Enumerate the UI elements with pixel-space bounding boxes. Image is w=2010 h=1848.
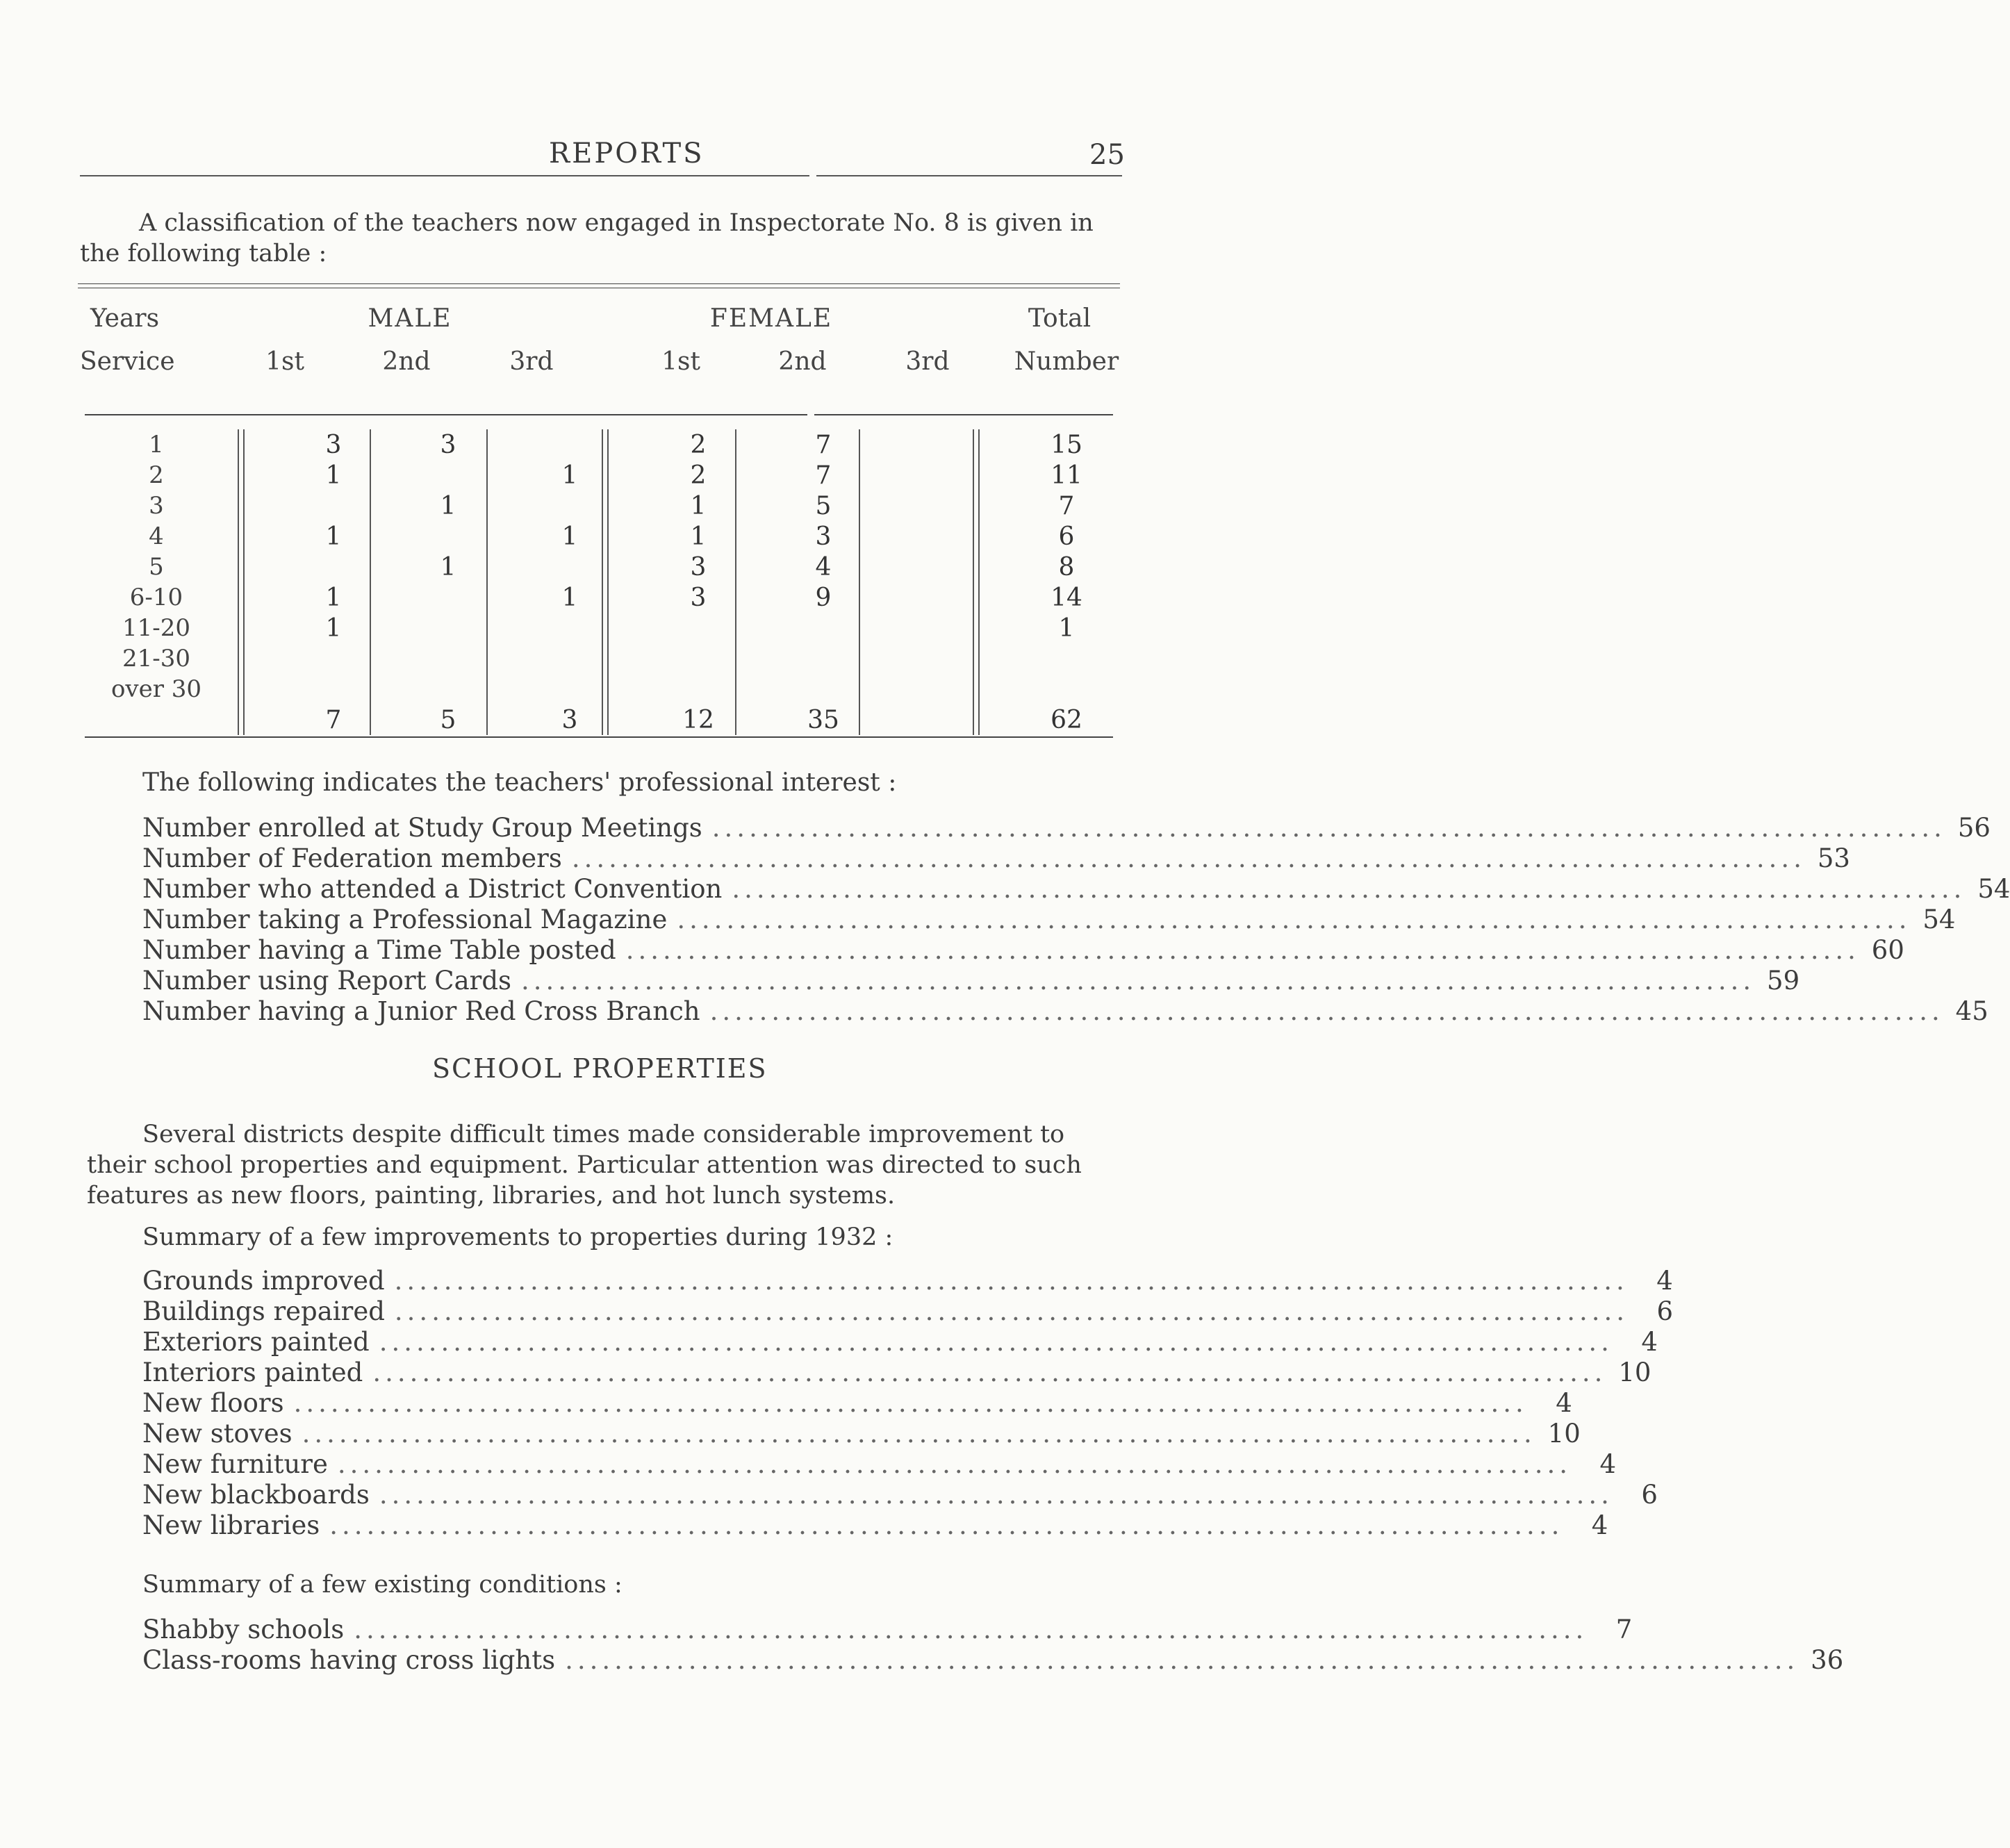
total-cell: 3: [561, 706, 578, 734]
list-item-value: 6: [1656, 1296, 1674, 1326]
table-cell: 1: [690, 492, 707, 520]
table-cell: 3: [815, 522, 832, 551]
list-item: [142, 1480, 1658, 1510]
list-item-label: Exteriors painted: [142, 1327, 370, 1357]
table-cell: 2: [690, 431, 707, 459]
intro-line-2: the following table :: [80, 240, 327, 267]
dot-leader: ....................................................................................................: [571, 843, 1806, 873]
list-item-value: 59: [1767, 966, 1800, 996]
list-item: [142, 1449, 1616, 1480]
table-vline: [978, 429, 980, 735]
row-label: 11-20: [122, 614, 190, 642]
list-item-label: Number having a Time Table posted: [142, 935, 616, 965]
table-cell: 8: [1058, 553, 1075, 581]
total-cell: 12: [682, 706, 714, 734]
list-item: [142, 1419, 1581, 1449]
list-item: [142, 1327, 1658, 1358]
section-title: SCHOOL PROPERTIES: [432, 1053, 768, 1084]
list-item-value: 4: [1591, 1510, 1608, 1540]
list-item: [142, 1615, 1633, 1645]
table-vline: [973, 429, 974, 735]
total-cell: 62: [1051, 706, 1082, 734]
table-cell: 1: [325, 522, 342, 551]
header-number: Number: [1014, 347, 1119, 376]
table-cell: 7: [1058, 492, 1075, 520]
list-item-label: Number of Federation members: [142, 843, 562, 873]
table-cell: 1: [325, 584, 342, 612]
total-cell: 35: [807, 706, 839, 734]
table-cell: 1: [440, 553, 456, 581]
row-label: 6-10: [129, 584, 183, 611]
dot-leader: ....................................................................................................: [293, 1388, 1528, 1418]
table-cell: 11: [1051, 461, 1082, 490]
list-item: [142, 1296, 1674, 1327]
header-male: MALE: [368, 304, 452, 333]
list-item-label: Shabby schools: [142, 1615, 345, 1644]
header-service: Service: [80, 347, 175, 376]
dot-leader: ....................................................................................................: [394, 1266, 1629, 1296]
list-item: [142, 966, 1800, 996]
list-item-label: Number taking a Professional Magazine: [142, 905, 668, 934]
professional-intro: The following indicates the teachers' professional interest :: [142, 768, 897, 797]
header-male-3rd: 3rd: [509, 347, 554, 376]
table-cell: 3: [690, 553, 707, 581]
properties-para-line-1: Several districts despite difficult times made considerable improvement to: [142, 1121, 1065, 1148]
table-cell: 1: [561, 584, 578, 612]
list-item-value: 45: [1955, 996, 1988, 1026]
header-rule-right: [816, 175, 1122, 176]
list-item-label: Number who attended a District Convention: [142, 874, 723, 904]
header-male-2nd: 2nd: [382, 347, 431, 376]
list-item-label: New blackboards: [142, 1480, 370, 1510]
total-cell: 7: [325, 706, 342, 734]
list-item-value: 4: [1556, 1388, 1572, 1418]
table-cell: 1: [561, 522, 578, 551]
list-item: [142, 874, 2010, 905]
dot-leader: ....................................................................................................: [565, 1645, 1799, 1675]
dot-leader: ....................................................................................................: [732, 874, 1966, 904]
page-number: 25: [1089, 139, 1125, 171]
list-item: [142, 1510, 1608, 1541]
dot-leader: ....................................................................................................: [302, 1419, 1536, 1449]
dot-leader: ....................................................................................................: [354, 1615, 1588, 1644]
list-item: [142, 813, 1991, 843]
list-item-value: 4: [1599, 1449, 1616, 1479]
header-female-3rd: 3rd: [905, 347, 950, 376]
list-item-value: 53: [1817, 843, 1850, 873]
list-item-value: 6: [1641, 1480, 1658, 1510]
table-cell: 1: [561, 461, 578, 490]
dot-leader: ....................................................................................................: [337, 1449, 1572, 1479]
dot-leader: ....................................................................................................: [625, 935, 1860, 965]
list-item-label: New libraries: [142, 1510, 320, 1540]
table-vline: [486, 429, 488, 735]
table-header-rule-right: [814, 414, 1113, 415]
list-item-label: Interiors painted: [142, 1358, 363, 1387]
table-cell: 9: [815, 584, 832, 612]
list-item-value: 60: [1871, 935, 1904, 965]
header-years: Years: [90, 304, 160, 333]
list-item-value: 56: [1957, 813, 1991, 843]
intro-line-1: A classification of the teachers now engaged in Inspectorate No. 8 is given in: [139, 209, 1094, 237]
list-item: [142, 1388, 1572, 1419]
table-cell: 15: [1051, 431, 1082, 459]
table-cell: 5: [815, 492, 832, 520]
running-head: REPORTS: [549, 138, 705, 170]
table-cell: 1: [440, 492, 456, 520]
properties-para-line-2: their school properties and equipment. Particular attention was directed to such: [87, 1151, 1082, 1179]
table-header-rule-left: [85, 414, 807, 415]
table-vline: [238, 429, 239, 735]
dot-leader: ....................................................................................................: [677, 905, 1911, 934]
row-label: 1: [149, 431, 164, 459]
list-item-label: New stoves: [142, 1419, 293, 1449]
list-item-label: Number using Report Cards: [142, 966, 512, 996]
table-cell: 14: [1051, 584, 1082, 612]
conditions-intro: Summary of a few existing conditions :: [142, 1571, 623, 1599]
table-bottom-rule: [85, 736, 1113, 738]
table-cell: 1: [325, 614, 342, 643]
header-female: FEMALE: [709, 304, 833, 333]
list-item: [142, 1358, 1651, 1388]
dot-leader: ....................................................................................................: [372, 1358, 1607, 1387]
dot-leader: ....................................................................................................: [379, 1327, 1613, 1357]
dot-leader: ....................................................................................................: [711, 813, 1946, 843]
header-female-2nd: 2nd: [778, 347, 827, 376]
list-item-label: Number having a Junior Red Cross Branch: [142, 996, 700, 1026]
row-label: 4: [149, 522, 164, 550]
list-item-label: Buildings repaired: [142, 1296, 385, 1326]
table-vline: [243, 429, 245, 735]
list-item: [142, 935, 1904, 966]
table-cell: 1: [325, 461, 342, 490]
dot-leader: ....................................................................................................: [709, 996, 1944, 1026]
list-item-value: 4: [1641, 1327, 1658, 1357]
list-item-value: 54: [1922, 905, 1956, 934]
row-label: 21-30: [122, 645, 190, 673]
list-item: [142, 1266, 1673, 1296]
table-cell: 2: [690, 461, 707, 490]
dot-leader: ....................................................................................................: [379, 1480, 1613, 1510]
list-item-value: 10: [1547, 1419, 1581, 1449]
row-label: 2: [149, 461, 164, 489]
table-cell: 7: [815, 431, 832, 459]
table-cell: 1: [690, 522, 707, 551]
list-item-label: Number enrolled at Study Group Meetings: [142, 813, 702, 843]
table-cell: 1: [1058, 614, 1075, 643]
list-item-value: 54: [1977, 874, 2010, 904]
row-label: 5: [149, 553, 164, 581]
row-label: 3: [149, 492, 164, 520]
dot-leader: ....................................................................................................: [521, 966, 1756, 996]
list-item: [142, 1645, 1844, 1676]
list-item-label: Grounds improved: [142, 1266, 385, 1296]
list-item-value: 4: [1656, 1266, 1673, 1296]
table-cell: 3: [690, 584, 707, 612]
list-item-label: Class-rooms having cross lights: [142, 1645, 556, 1675]
list-item-value: 10: [1618, 1358, 1651, 1387]
list-item-label: New floors: [142, 1388, 284, 1418]
table-cell: 7: [815, 461, 832, 490]
table-cell: 3: [440, 431, 456, 459]
header-female-1st: 1st: [661, 347, 700, 376]
table-cell: 6: [1058, 522, 1075, 551]
dot-leader: ....................................................................................................: [329, 1510, 1564, 1540]
table-cell: 4: [815, 553, 832, 581]
header-rule-left: [80, 175, 809, 176]
table-top-rule: [78, 283, 1120, 284]
total-cell: 5: [440, 706, 456, 734]
list-item-label: New furniture: [142, 1449, 328, 1479]
header-male-1st: 1st: [265, 347, 304, 376]
row-label: over 30: [110, 675, 202, 703]
list-item: [142, 905, 1956, 935]
table-cell: 3: [325, 431, 342, 459]
list-item-value: 36: [1811, 1645, 1844, 1675]
list-item: [142, 996, 1988, 1027]
header-total: Total: [1028, 304, 1092, 333]
list-item-value: 7: [1615, 1615, 1633, 1644]
improvements-intro: Summary of a few improvements to properties during 1932 :: [142, 1223, 893, 1251]
dot-leader: ....................................................................................................: [394, 1296, 1629, 1326]
list-item: [142, 843, 1850, 874]
properties-para-line-3: features as new floors, painting, libraries, and hot lunch systems.: [87, 1182, 896, 1210]
